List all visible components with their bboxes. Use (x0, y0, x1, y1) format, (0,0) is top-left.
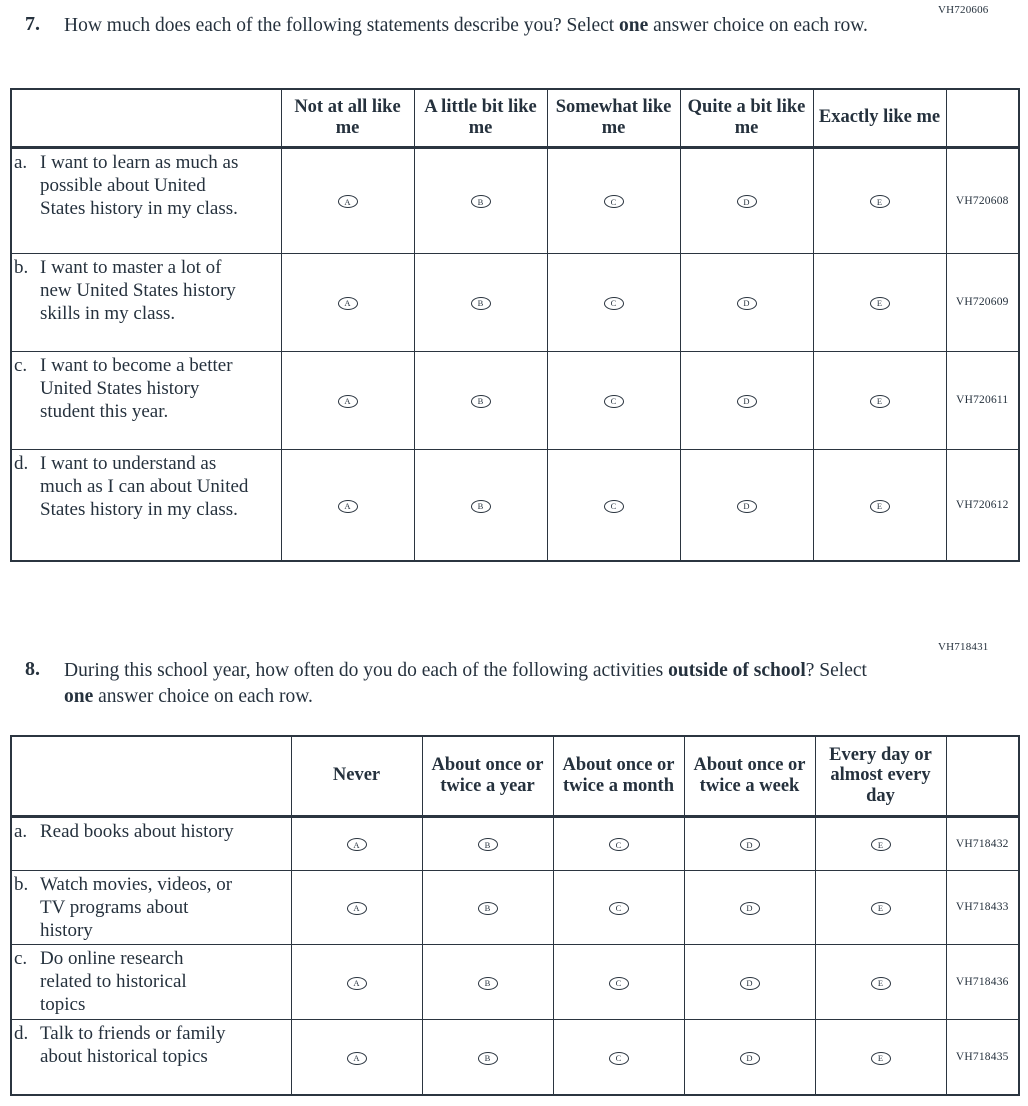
choice-cell (414, 351, 547, 449)
row-code: VH720612 (946, 449, 1019, 561)
q7-prompt-text: How much does each of the following statements describe you? Select (64, 15, 620, 36)
answer-bubble-b[interactable] (471, 500, 491, 513)
row-statement: I want to master a lot of new United States history skills in my class. (40, 256, 236, 324)
table-row (11, 253, 1019, 351)
bubble-letter: C (615, 977, 622, 988)
bubble-letter: C (610, 298, 617, 308)
choice-cell (813, 253, 946, 351)
answer-bubble-a[interactable] (338, 395, 358, 408)
choice-cell (815, 945, 946, 1020)
row-statement: Do online research related to historical topics (40, 948, 187, 1016)
q8-prompt-text: During this school year, how often do you do each of the following activities (64, 660, 669, 681)
row-code: VH720611 (946, 351, 1019, 449)
column-header: About once or twice a week (684, 736, 815, 816)
table-row (11, 351, 1019, 449)
answer-bubble-b[interactable] (471, 195, 491, 208)
choice-cell (684, 870, 815, 945)
choice-cell (553, 816, 684, 870)
bubble-letter: E (876, 500, 883, 511)
choice-cell (422, 870, 553, 945)
choice-cell (553, 1019, 684, 1095)
row-letter: a. (14, 151, 28, 173)
bubble-letter: B (477, 500, 484, 511)
row-statement: Talk to friends or family about historical topics (40, 1022, 226, 1067)
answer-bubble-c[interactable] (609, 902, 629, 915)
bubble-letter: E (876, 298, 883, 308)
choice-cell (547, 147, 680, 253)
bubble-letter: B (484, 839, 491, 850)
choice-cell (553, 945, 684, 1020)
table-row (11, 870, 1019, 945)
row-statement: I want to learn as much as possible about United States history in my class. (40, 151, 239, 219)
answer-bubble-c[interactable] (604, 500, 624, 513)
answer-bubble-e[interactable] (871, 977, 891, 990)
choice-cell (281, 449, 414, 561)
q8-prompt-bold-2: one (64, 685, 94, 707)
answer-bubble-e[interactable] (870, 500, 890, 513)
choice-cell (291, 945, 422, 1020)
header-corner-cell (11, 736, 291, 816)
q7-prompt-bold: one (619, 15, 649, 36)
choice-cell (680, 449, 813, 561)
choice-cell (281, 253, 414, 351)
header-corner-cell (11, 89, 281, 147)
statement-cell (11, 945, 291, 1020)
bubble-letter: A (344, 196, 351, 207)
column-header: About once or twice a year (422, 736, 553, 816)
bubble-letter: A (344, 396, 351, 406)
bubble-letter: B (484, 1052, 491, 1063)
choice-cell (422, 816, 553, 870)
statement-cell (11, 870, 291, 945)
bubble-letter: E (877, 977, 884, 988)
answer-bubble-c[interactable] (609, 1052, 629, 1065)
answer-bubble-c[interactable] (604, 395, 624, 408)
bubble-letter: C (610, 196, 617, 207)
answer-bubble-b[interactable] (478, 902, 498, 915)
choice-cell (815, 870, 946, 945)
answer-bubble-e[interactable] (871, 1052, 891, 1065)
bubble-letter: A (353, 1052, 360, 1063)
choice-cell (813, 147, 946, 253)
bubble-letter: A (344, 298, 351, 308)
choice-cell (815, 816, 946, 870)
statement-cell (11, 1019, 291, 1095)
bubble-letter: A (353, 903, 360, 914)
bubble-letter: A (353, 839, 360, 850)
choice-cell (281, 351, 414, 449)
answer-bubble-b[interactable] (471, 395, 491, 408)
choice-cell (680, 147, 813, 253)
row-code: VH718435 (946, 1019, 1019, 1095)
row-code: VH718436 (946, 945, 1019, 1020)
answer-bubble-a[interactable] (338, 500, 358, 513)
answer-bubble-c[interactable] (604, 297, 624, 310)
document-code-q8: VH718431 (938, 641, 989, 653)
q7-header-row (11, 89, 1019, 147)
answer-bubble-a[interactable] (347, 902, 367, 915)
bubble-letter: D (743, 500, 750, 511)
q7-answer-table (10, 88, 1020, 562)
q8-answer-table (10, 735, 1020, 1096)
bubble-letter: B (484, 903, 491, 914)
bubble-letter: B (477, 196, 484, 207)
choice-cell (291, 816, 422, 870)
answer-bubble-e[interactable] (871, 838, 891, 851)
choice-cell (547, 253, 680, 351)
question-8-number: 8. (25, 658, 40, 680)
column-header: Never (291, 736, 422, 816)
bubble-letter: E (877, 839, 884, 850)
bubble-letter: D (746, 1052, 753, 1063)
q8-prompt-text-3: answer choice on each row. (93, 685, 313, 707)
choice-cell (684, 1019, 815, 1095)
choice-cell (684, 816, 815, 870)
row-letter: b. (14, 256, 29, 278)
bubble-letter: C (615, 839, 622, 850)
bubble-letter: D (746, 903, 753, 914)
bubble-letter: B (477, 396, 484, 406)
answer-bubble-e[interactable] (870, 395, 890, 408)
answer-bubble-b[interactable] (471, 297, 491, 310)
answer-bubble-c[interactable] (609, 977, 629, 990)
q7-prompt-text-2: answer choice on each row. (648, 15, 868, 36)
row-code: VH720609 (946, 253, 1019, 351)
answer-bubble-b[interactable] (478, 838, 498, 851)
choice-cell (414, 253, 547, 351)
choice-cell (414, 147, 547, 253)
row-statement: I want to understand as much as I can about United States history in my class. (40, 452, 249, 520)
choice-cell (281, 147, 414, 253)
table-row (11, 1019, 1019, 1095)
table-row (11, 449, 1019, 561)
row-letter: d. (14, 452, 29, 474)
choice-cell (422, 1019, 553, 1095)
bubble-letter: E (876, 196, 883, 207)
answer-bubble-d[interactable] (740, 1052, 760, 1065)
answer-bubble-c[interactable] (604, 195, 624, 208)
row-statement: I want to become a better United States history student this year. (40, 354, 233, 422)
row-code: VH720608 (946, 147, 1019, 253)
column-header: Somewhat like me (547, 89, 680, 147)
bubble-letter: C (615, 1052, 622, 1063)
row-code: VH718432 (946, 816, 1019, 870)
answer-bubble-e[interactable] (870, 297, 890, 310)
header-code-cell (946, 89, 1019, 147)
answer-bubble-a[interactable] (338, 297, 358, 310)
question-7-number: 7. (25, 13, 40, 35)
choice-cell (291, 870, 422, 945)
bubble-letter: A (344, 500, 351, 511)
answer-bubble-b[interactable] (478, 977, 498, 990)
table-row (11, 816, 1019, 870)
bubble-letter: E (876, 396, 883, 406)
column-header: Exactly like me (813, 89, 946, 147)
answer-bubble-a[interactable] (347, 838, 367, 851)
statement-cell (11, 449, 281, 561)
q8-prompt-bold: outside of school (668, 660, 806, 681)
bubble-letter: B (484, 977, 491, 988)
column-header: Every day or almost every day (815, 736, 946, 816)
header-code-cell (946, 736, 1019, 816)
column-header: Quite a bit like me (680, 89, 813, 147)
choice-cell (815, 1019, 946, 1095)
answer-bubble-d[interactable] (737, 195, 757, 208)
bubble-letter: A (353, 977, 360, 988)
row-letter: d. (14, 1022, 29, 1044)
column-header: About once or twice a month (553, 736, 684, 816)
bubble-letter: D (743, 298, 750, 308)
question-7-prompt (64, 13, 904, 39)
statement-cell (11, 253, 281, 351)
row-code: VH718433 (946, 870, 1019, 945)
bubble-letter: D (743, 396, 750, 406)
answer-bubble-c[interactable] (609, 838, 629, 851)
answer-bubble-d[interactable] (740, 977, 760, 990)
bubble-letter: E (877, 1052, 884, 1063)
document-code-top: VH720606 (938, 4, 989, 16)
question-8-prompt (64, 658, 880, 710)
choice-cell (547, 351, 680, 449)
table-row (11, 147, 1019, 253)
bubble-letter: C (610, 396, 617, 406)
bubble-letter: D (746, 839, 753, 850)
choice-cell (813, 449, 946, 561)
answer-bubble-d[interactable] (737, 297, 757, 310)
answer-bubble-a[interactable] (347, 1052, 367, 1065)
table-row (11, 945, 1019, 1020)
answer-bubble-d[interactable] (737, 395, 757, 408)
row-letter: b. (14, 873, 29, 895)
column-header: Not at all like me (281, 89, 414, 147)
answer-bubble-d[interactable] (737, 500, 757, 513)
choice-cell (680, 253, 813, 351)
statement-cell (11, 816, 291, 870)
answer-bubble-b[interactable] (478, 1052, 498, 1065)
bubble-letter: D (743, 196, 750, 207)
row-letter: a. (14, 820, 28, 842)
bubble-letter: D (746, 977, 753, 988)
bubble-letter: B (477, 298, 484, 308)
answer-bubble-a[interactable] (338, 195, 358, 208)
row-statement: Watch movies, videos, or TV programs about history (40, 873, 233, 941)
answer-bubble-e[interactable] (870, 195, 890, 208)
row-letter: c. (14, 948, 28, 970)
answer-bubble-d[interactable] (740, 838, 760, 851)
choice-cell (813, 351, 946, 449)
answer-bubble-d[interactable] (740, 902, 760, 915)
column-header: A little bit like me (414, 89, 547, 147)
choice-cell (291, 1019, 422, 1095)
statement-cell (11, 351, 281, 449)
choice-cell (414, 449, 547, 561)
row-letter: c. (14, 354, 28, 376)
q8-header-row (11, 736, 1019, 816)
bubble-letter: E (877, 903, 884, 914)
bubble-letter: C (610, 500, 617, 511)
choice-cell (547, 449, 680, 561)
choice-cell (684, 945, 815, 1020)
choice-cell (680, 351, 813, 449)
q8-prompt-text-2: ? Select (805, 660, 867, 681)
bubble-letter: C (615, 903, 622, 914)
choice-cell (422, 945, 553, 1020)
answer-bubble-a[interactable] (347, 977, 367, 990)
row-statement: Read books about history (40, 820, 234, 842)
answer-bubble-e[interactable] (871, 902, 891, 915)
statement-cell (11, 147, 281, 253)
choice-cell (553, 870, 684, 945)
